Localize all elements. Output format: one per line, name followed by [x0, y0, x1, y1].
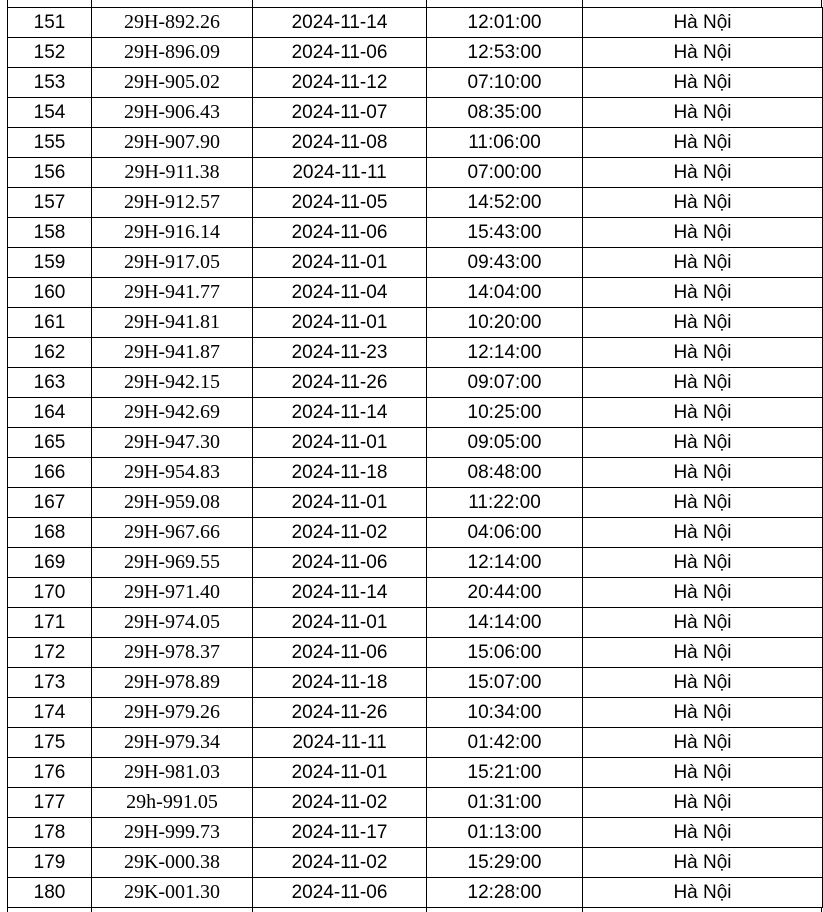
violation-time-cell: 20:44:00: [427, 578, 583, 608]
row-number-cell: 163: [8, 368, 92, 398]
location-cell: Hà Nội: [583, 8, 823, 38]
table-row: [8, 278, 823, 308]
violation-date-cell: 2024-11-18: [253, 668, 427, 698]
violation-date-cell: 2024-11-01: [253, 608, 427, 638]
license-plate-cell: 29H-974.05: [92, 608, 253, 638]
row-number-cell: 155: [8, 128, 92, 158]
location-cell: Hà Nội: [583, 278, 823, 308]
table-row: [8, 548, 823, 578]
violation-date-cell: 2024-11-07: [253, 98, 427, 128]
row-number-cell: 151: [8, 8, 92, 38]
violation-time-cell: 10:20:00: [427, 308, 583, 338]
violation-date-cell: 2024-11-11: [253, 158, 427, 188]
license-plate-cell: 29K-001.30: [92, 878, 253, 908]
violation-time-cell: 12:14:00: [427, 338, 583, 368]
violation-time-cell: 11:22:00: [427, 488, 583, 518]
license-plate-cell: 29H-941.87: [92, 338, 253, 368]
violation-time-cell: 11:06:00: [427, 128, 583, 158]
violation-time-cell: 15:43:00: [427, 218, 583, 248]
row-number-cell: 173: [8, 668, 92, 698]
violation-time-cell: 04:06:00: [427, 518, 583, 548]
violation-time-cell: 15:29:00: [427, 848, 583, 878]
violation-date-cell: 2024-11-06: [253, 548, 427, 578]
table-row: [8, 728, 823, 758]
violation-date-cell: 2024-11-01: [253, 488, 427, 518]
license-plate-cell: 29H-942.69: [92, 398, 253, 428]
table-row: [8, 638, 823, 668]
location-cell: Hà Nội: [583, 638, 823, 668]
row-number-cell: 152: [8, 38, 92, 68]
violation-time-cell: 01:42:00: [427, 728, 583, 758]
row-number-cell: 170: [8, 578, 92, 608]
table-row: [8, 578, 823, 608]
table-row: [8, 668, 823, 698]
violation-time-cell: 14:52:00: [427, 188, 583, 218]
violation-time-cell: 15:07:00: [427, 668, 583, 698]
row-number-cell: 161: [8, 308, 92, 338]
table-row: [8, 158, 823, 188]
violation-time-cell: 15:21:00: [427, 758, 583, 788]
violation-date-cell: 2024-11-12: [253, 68, 427, 98]
table-row: [8, 248, 823, 278]
violation-date-cell: 2024-11-06: [253, 638, 427, 668]
location-cell: Hà Nội: [583, 788, 823, 818]
license-plate-cell: 29H-971.40: [92, 578, 253, 608]
violation-time-cell: 09:05:00: [427, 428, 583, 458]
row-number-cell: 169: [8, 548, 92, 578]
location-cell: Hà Nội: [583, 668, 823, 698]
location-cell: Hà Nội: [583, 248, 823, 278]
location-cell: Hà Nội: [583, 98, 823, 128]
license-plate-cell: 29H-906.43: [92, 98, 253, 128]
license-plate-cell: 29H-911.38: [92, 158, 253, 188]
license-plate-cell: 29H-979.34: [92, 728, 253, 758]
table-row: [8, 518, 823, 548]
table-row: [8, 608, 823, 638]
license-plate-cell: 29K-000.38: [92, 848, 253, 878]
license-plate-cell: 29h-991.05: [92, 788, 253, 818]
location-cell: Hà Nội: [583, 68, 823, 98]
license-plate-cell: 29H-978.37: [92, 638, 253, 668]
violation-time-cell: 09:07:00: [427, 368, 583, 398]
row-number-cell: 176: [8, 758, 92, 788]
table-border-stub: [821, 908, 822, 912]
table-border-stub: [582, 908, 583, 912]
violation-date-cell: 2024-11-18: [253, 458, 427, 488]
license-plate-cell: 29H-941.77: [92, 278, 253, 308]
violation-date-cell: 2024-11-01: [253, 308, 427, 338]
violation-date-cell: 2024-11-01: [253, 248, 427, 278]
violation-time-cell: 07:00:00: [427, 158, 583, 188]
license-plate-cell: 29H-959.08: [92, 488, 253, 518]
location-cell: Hà Nội: [583, 338, 823, 368]
row-number-cell: 171: [8, 608, 92, 638]
violation-time-cell: 01:13:00: [427, 818, 583, 848]
location-cell: Hà Nội: [583, 848, 823, 878]
violation-time-cell: 07:10:00: [427, 68, 583, 98]
license-plate-cell: 29H-941.81: [92, 308, 253, 338]
location-cell: Hà Nội: [583, 128, 823, 158]
violation-time-cell: 14:04:00: [427, 278, 583, 308]
location-cell: Hà Nội: [583, 728, 823, 758]
violation-time-cell: 12:28:00: [427, 878, 583, 908]
table-border-stub: [252, 0, 253, 7]
table-row: [8, 38, 823, 68]
table-row: [8, 788, 823, 818]
location-cell: Hà Nội: [583, 818, 823, 848]
row-number-cell: 174: [8, 698, 92, 728]
license-plate-cell: 29H-967.66: [92, 518, 253, 548]
license-plate-cell: 29H-978.89: [92, 668, 253, 698]
violation-time-cell: 08:48:00: [427, 458, 583, 488]
table-row: [8, 188, 823, 218]
violation-time-cell: 12:01:00: [427, 8, 583, 38]
table-row: [8, 308, 823, 338]
violation-time-cell: 14:14:00: [427, 608, 583, 638]
location-cell: Hà Nội: [583, 188, 823, 218]
table-row: [8, 458, 823, 488]
table-row: [8, 488, 823, 518]
license-plate-cell: 29H-954.83: [92, 458, 253, 488]
table-border-stub: [91, 0, 92, 7]
violation-date-cell: 2024-11-06: [253, 878, 427, 908]
violation-date-cell: 2024-11-23: [253, 338, 427, 368]
row-number-cell: 160: [8, 278, 92, 308]
location-cell: Hà Nội: [583, 608, 823, 638]
table-border-stub: [7, 908, 8, 912]
row-number-cell: 153: [8, 68, 92, 98]
violation-date-cell: 2024-11-02: [253, 788, 427, 818]
violation-date-cell: 2024-11-26: [253, 698, 427, 728]
table-row: [8, 98, 823, 128]
license-plate-cell: 29H-896.09: [92, 38, 253, 68]
table-row: [8, 878, 823, 908]
license-plate-cell: 29H-942.15: [92, 368, 253, 398]
violation-date-cell: 2024-11-14: [253, 8, 427, 38]
row-number-cell: 167: [8, 488, 92, 518]
row-number-cell: 166: [8, 458, 92, 488]
row-number-cell: 175: [8, 728, 92, 758]
violation-time-cell: 08:35:00: [427, 98, 583, 128]
violation-date-cell: 2024-11-26: [253, 368, 427, 398]
row-number-cell: 159: [8, 248, 92, 278]
violation-time-cell: 12:53:00: [427, 38, 583, 68]
violation-date-cell: 2024-11-06: [253, 218, 427, 248]
license-plate-cell: 29H-912.57: [92, 188, 253, 218]
location-cell: Hà Nội: [583, 698, 823, 728]
table-border-stub: [821, 0, 822, 7]
table-row: [8, 398, 823, 428]
row-number-cell: 156: [8, 158, 92, 188]
location-cell: Hà Nội: [583, 398, 823, 428]
license-plate-cell: 29H-947.30: [92, 428, 253, 458]
table-border-stub: [7, 0, 8, 7]
row-number-cell: 172: [8, 638, 92, 668]
violation-time-cell: 15:06:00: [427, 638, 583, 668]
row-number-cell: 157: [8, 188, 92, 218]
table-row: [8, 698, 823, 728]
table-row: [8, 8, 823, 38]
violation-date-cell: 2024-11-14: [253, 578, 427, 608]
row-number-cell: 158: [8, 218, 92, 248]
violation-time-cell: 10:34:00: [427, 698, 583, 728]
violation-date-cell: 2024-11-14: [253, 398, 427, 428]
location-cell: Hà Nội: [583, 158, 823, 188]
location-cell: Hà Nội: [583, 38, 823, 68]
table-border-stub: [582, 0, 583, 7]
row-number-cell: 180: [8, 878, 92, 908]
license-plate-cell: 29H-981.03: [92, 758, 253, 788]
row-number-cell: 164: [8, 398, 92, 428]
table-border-stub: [426, 0, 427, 7]
violation-date-cell: 2024-11-11: [253, 728, 427, 758]
table-row: [8, 338, 823, 368]
row-number-cell: 154: [8, 98, 92, 128]
table-row: [8, 368, 823, 398]
row-number-cell: 179: [8, 848, 92, 878]
violation-time-cell: 10:25:00: [427, 398, 583, 428]
table-row: [8, 758, 823, 788]
row-number-cell: 162: [8, 338, 92, 368]
license-plate-cell: 29H-892.26: [92, 8, 253, 38]
table-border-stub: [426, 908, 427, 912]
location-cell: Hà Nội: [583, 428, 823, 458]
location-cell: Hà Nội: [583, 458, 823, 488]
table-row: [8, 428, 823, 458]
violation-date-cell: 2024-11-08: [253, 128, 427, 158]
violation-time-cell: 09:43:00: [427, 248, 583, 278]
license-plate-table: [7, 7, 823, 908]
license-plate-cell: 29H-905.02: [92, 68, 253, 98]
violation-time-cell: 01:31:00: [427, 788, 583, 818]
license-plate-cell: 29H-979.26: [92, 698, 253, 728]
license-plate-cell: 29H-916.14: [92, 218, 253, 248]
violation-date-cell: 2024-11-06: [253, 38, 427, 68]
violation-date-cell: 2024-11-17: [253, 818, 427, 848]
violation-time-cell: 12:14:00: [427, 548, 583, 578]
location-cell: Hà Nội: [583, 218, 823, 248]
table-row: [8, 848, 823, 878]
location-cell: Hà Nội: [583, 488, 823, 518]
location-cell: Hà Nội: [583, 548, 823, 578]
location-cell: Hà Nội: [583, 878, 823, 908]
row-number-cell: 177: [8, 788, 92, 818]
table-row: [8, 218, 823, 248]
table-body: [8, 8, 823, 908]
violation-date-cell: 2024-11-05: [253, 188, 427, 218]
violation-date-cell: 2024-11-01: [253, 758, 427, 788]
license-plate-cell: 29H-917.05: [92, 248, 253, 278]
table-border-stub: [252, 908, 253, 912]
license-plate-cell: 29H-907.90: [92, 128, 253, 158]
violation-date-cell: 2024-11-01: [253, 428, 427, 458]
table-row: [8, 128, 823, 158]
location-cell: Hà Nội: [583, 518, 823, 548]
table-row: [8, 818, 823, 848]
table-row: [8, 68, 823, 98]
license-plate-cell: 29H-999.73: [92, 818, 253, 848]
table-border-stub: [91, 908, 92, 912]
license-plate-cell: 29H-969.55: [92, 548, 253, 578]
violation-date-cell: 2024-11-04: [253, 278, 427, 308]
location-cell: Hà Nội: [583, 758, 823, 788]
violation-date-cell: 2024-11-02: [253, 848, 427, 878]
row-number-cell: 178: [8, 818, 92, 848]
violation-date-cell: 2024-11-02: [253, 518, 427, 548]
location-cell: Hà Nội: [583, 308, 823, 338]
row-number-cell: 165: [8, 428, 92, 458]
location-cell: Hà Nội: [583, 368, 823, 398]
location-cell: Hà Nội: [583, 578, 823, 608]
row-number-cell: 168: [8, 518, 92, 548]
